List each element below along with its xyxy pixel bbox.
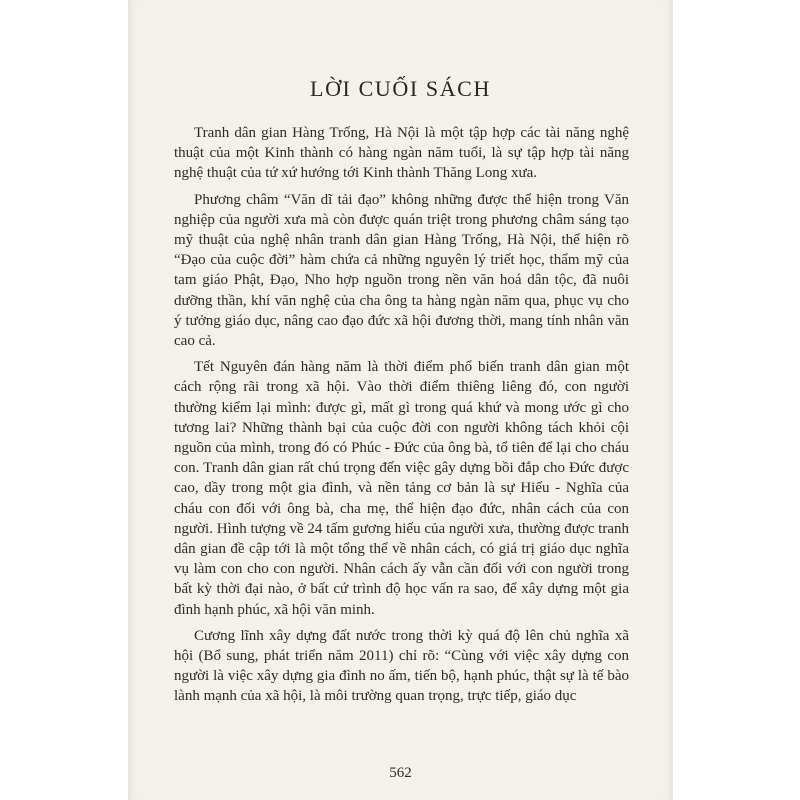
page-title: LỜI CUỐI SÁCH [310, 76, 491, 101]
paragraph: Cương lĩnh xây dựng đất nước trong thời kỳ quá độ lên chủ nghĩa xã hội (Bổ sung, phát triển năm 2011) chỉ rõ: “Cùng với việc xây dựng con người là việc xây dựng gia đình no ấm, tiến bộ, hạnh phúc, thật sự là tế bào lành mạnh của xã hội, là môi trường quan trọng, trực tiếp, giáo dục [174, 627, 629, 705]
paragraph: Tết Nguyên đán hàng năm là thời điểm phổ biến tranh dân gian một cách rộng rãi trong xã hội. Vào thời điểm thiêng liêng đó, con người thường kiểm lại mình: được gì, mất gì trong quá khứ và mong ước gì cho tương lai? Những thành bại của cuộc đời con người không tách khỏi cội nguồn của mình, trong đó có Phúc - Đức của ông bà, tổ tiên để lại cho cháu con. Tranh dân gian rất chú trọng đến việc gây dựng bồi đắp cho Đức được cao, dầy trong một gia đình, và nền tảng cơ bản là sự Hiếu - Nghĩa của cháu con đối với ông bà, cha mẹ, thể hiện đạo đức, nhân cách của con người. Hình tượng về 24 tấm gương hiếu của người xưa, thường được tranh dân gian đề cập tới là một tổng thể về nhân cách, có giá trị giáo dục nghĩa vụ làm con cho con người. Nhân cách ấy vẫn cần đối với con người trong bất kỳ thời đại nào, ở bất cứ trình độ học vấn ra sao, để xây dựng một gia đình hạnh phúc, xã hội văn minh. [174, 359, 629, 618]
body-text [174, 123, 629, 707]
page-number: 562 [389, 765, 412, 781]
paragraph: Tranh dân gian Hàng Trống, Hà Nội là một tập hợp các tài năng nghệ thuật của một Kinh thành có hàng ngàn năm tuổi, là sự tập hợp tài năng nghệ thuật của tứ xứ hướng tới Kinh thành Thăng Long xưa. [174, 125, 629, 182]
paragraph: Phương châm “Văn dĩ tải đạo” không những được thể hiện trong Văn nghiệp của người xưa mà còn được quán triệt trong phương châm sáng tạo mỹ thuật của nghệ nhân tranh dân gian Hàng Trống, Hà Nội, thể hiện rõ “Đạo của cuộc đời” hàm chứa cả những nguyên lý triết học, thẩm mỹ của tam giáo Phật, Đạo, Nho hợp nguồn trong nền văn hoá dân tộc, đã nuôi dưỡng thần, khí văn nghệ của cha ông ta hàng ngàn năm qua, phục vụ cho ý tưởng giáo dục, nâng cao đạo đức xã hội đương thời, mang tính nhân văn cao cả. [174, 191, 629, 350]
book-page [128, 0, 673, 800]
